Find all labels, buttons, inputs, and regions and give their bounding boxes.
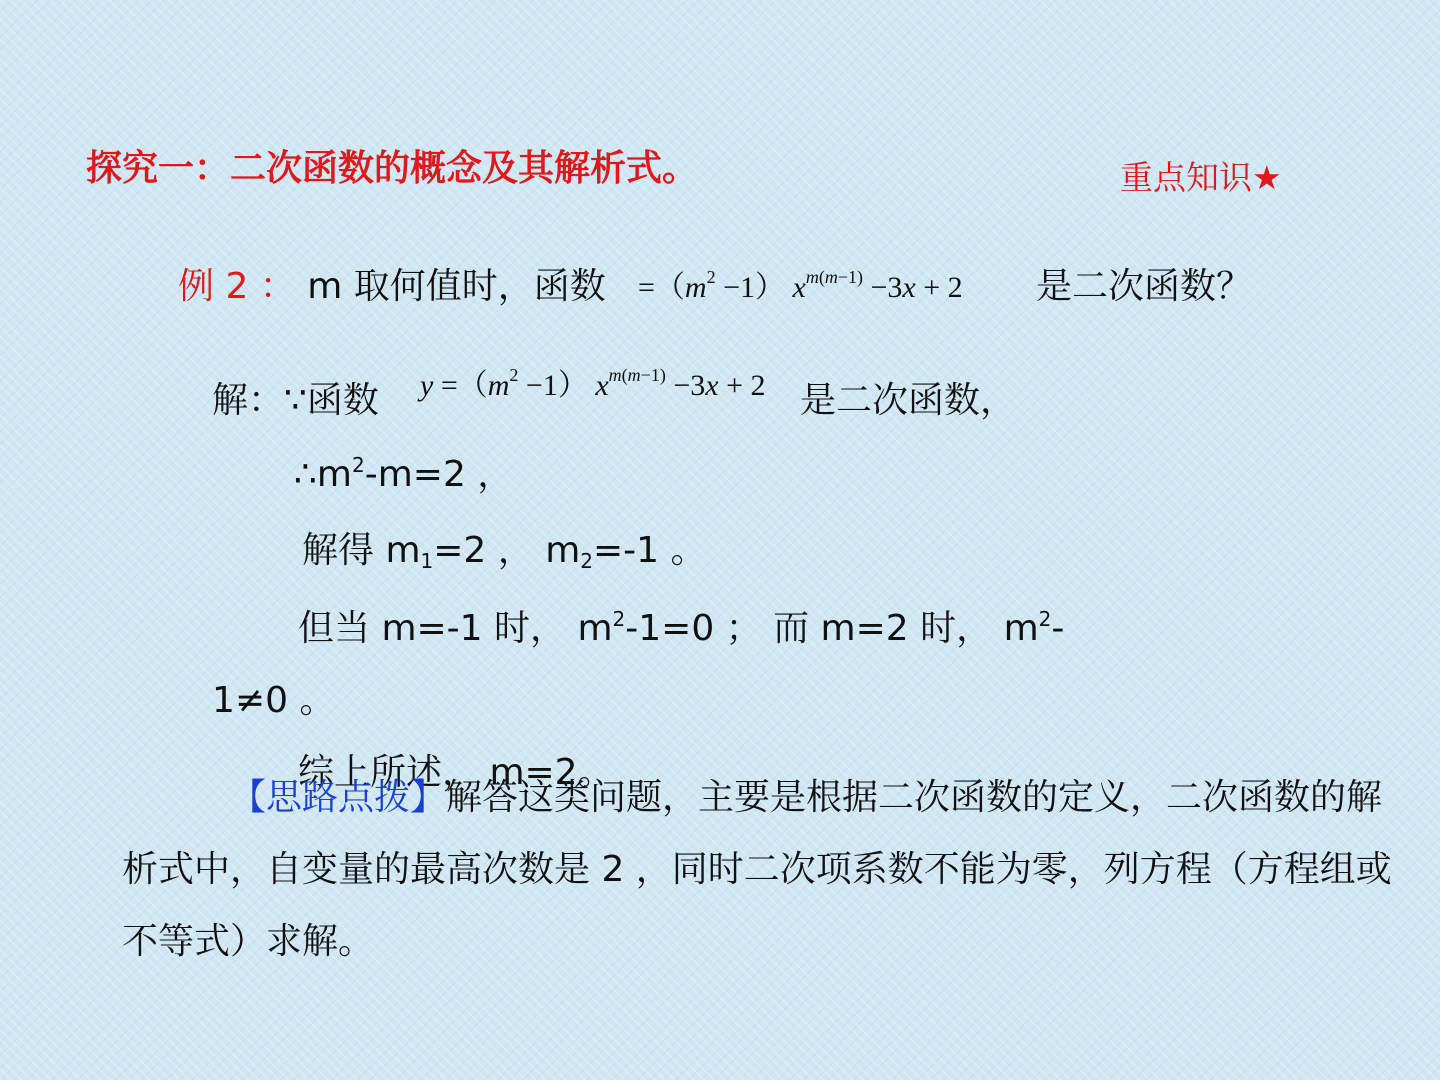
question-prefix: m 取何值时，函数 — [295, 266, 606, 307]
question-suffix: 是二次函数？ — [1036, 266, 1253, 307]
solution-intro: 解：∵函数 — [212, 380, 379, 421]
example-label: 例 2 ： — [178, 266, 296, 307]
tip-text: 解答这类问题，主要是根据二次函数的定义，二次函数的解析式中，自变量的最高次数是 2 ，同时二次项系数不能为零，列方程（方程组或不等式）求解。 — [122, 777, 1392, 962]
solution-step3-line1: 但当 m=-1 时， $m^2-1=0$ ； 而 m=2 时， $m^2-$ — [298, 607, 1065, 649]
tip-paragraph — [122, 762, 1402, 978]
section-heading: 探究一：二次函数的概念及其解析式。 — [86, 148, 699, 189]
solution-conclusion: 综上所述， m=2。 — [298, 752, 614, 793]
key-knowledge-tag: 重点知识★ — [1120, 158, 1282, 197]
solution-intro-suffix: 是二次函数， — [800, 380, 1017, 421]
solution-step2: 解得 $m_1=2$ ， $m_2=-1$ 。 — [302, 530, 707, 573]
solution-step3-line2: 1≠0 。 — [212, 680, 336, 721]
example-question — [178, 258, 606, 309]
tip-label: 【思路点拨】 — [230, 777, 447, 818]
question-formula: $=(m^2 -1)$ $x^{m(m-1)} -3x + 2$ — [638, 267, 963, 304]
solution-step1: $\therefore m^2-m=2$ ， — [294, 453, 514, 495]
solution-formula: $y =(m^2 -1)$ $x^{m(m-1)} -3x + 2$ — [420, 365, 766, 402]
